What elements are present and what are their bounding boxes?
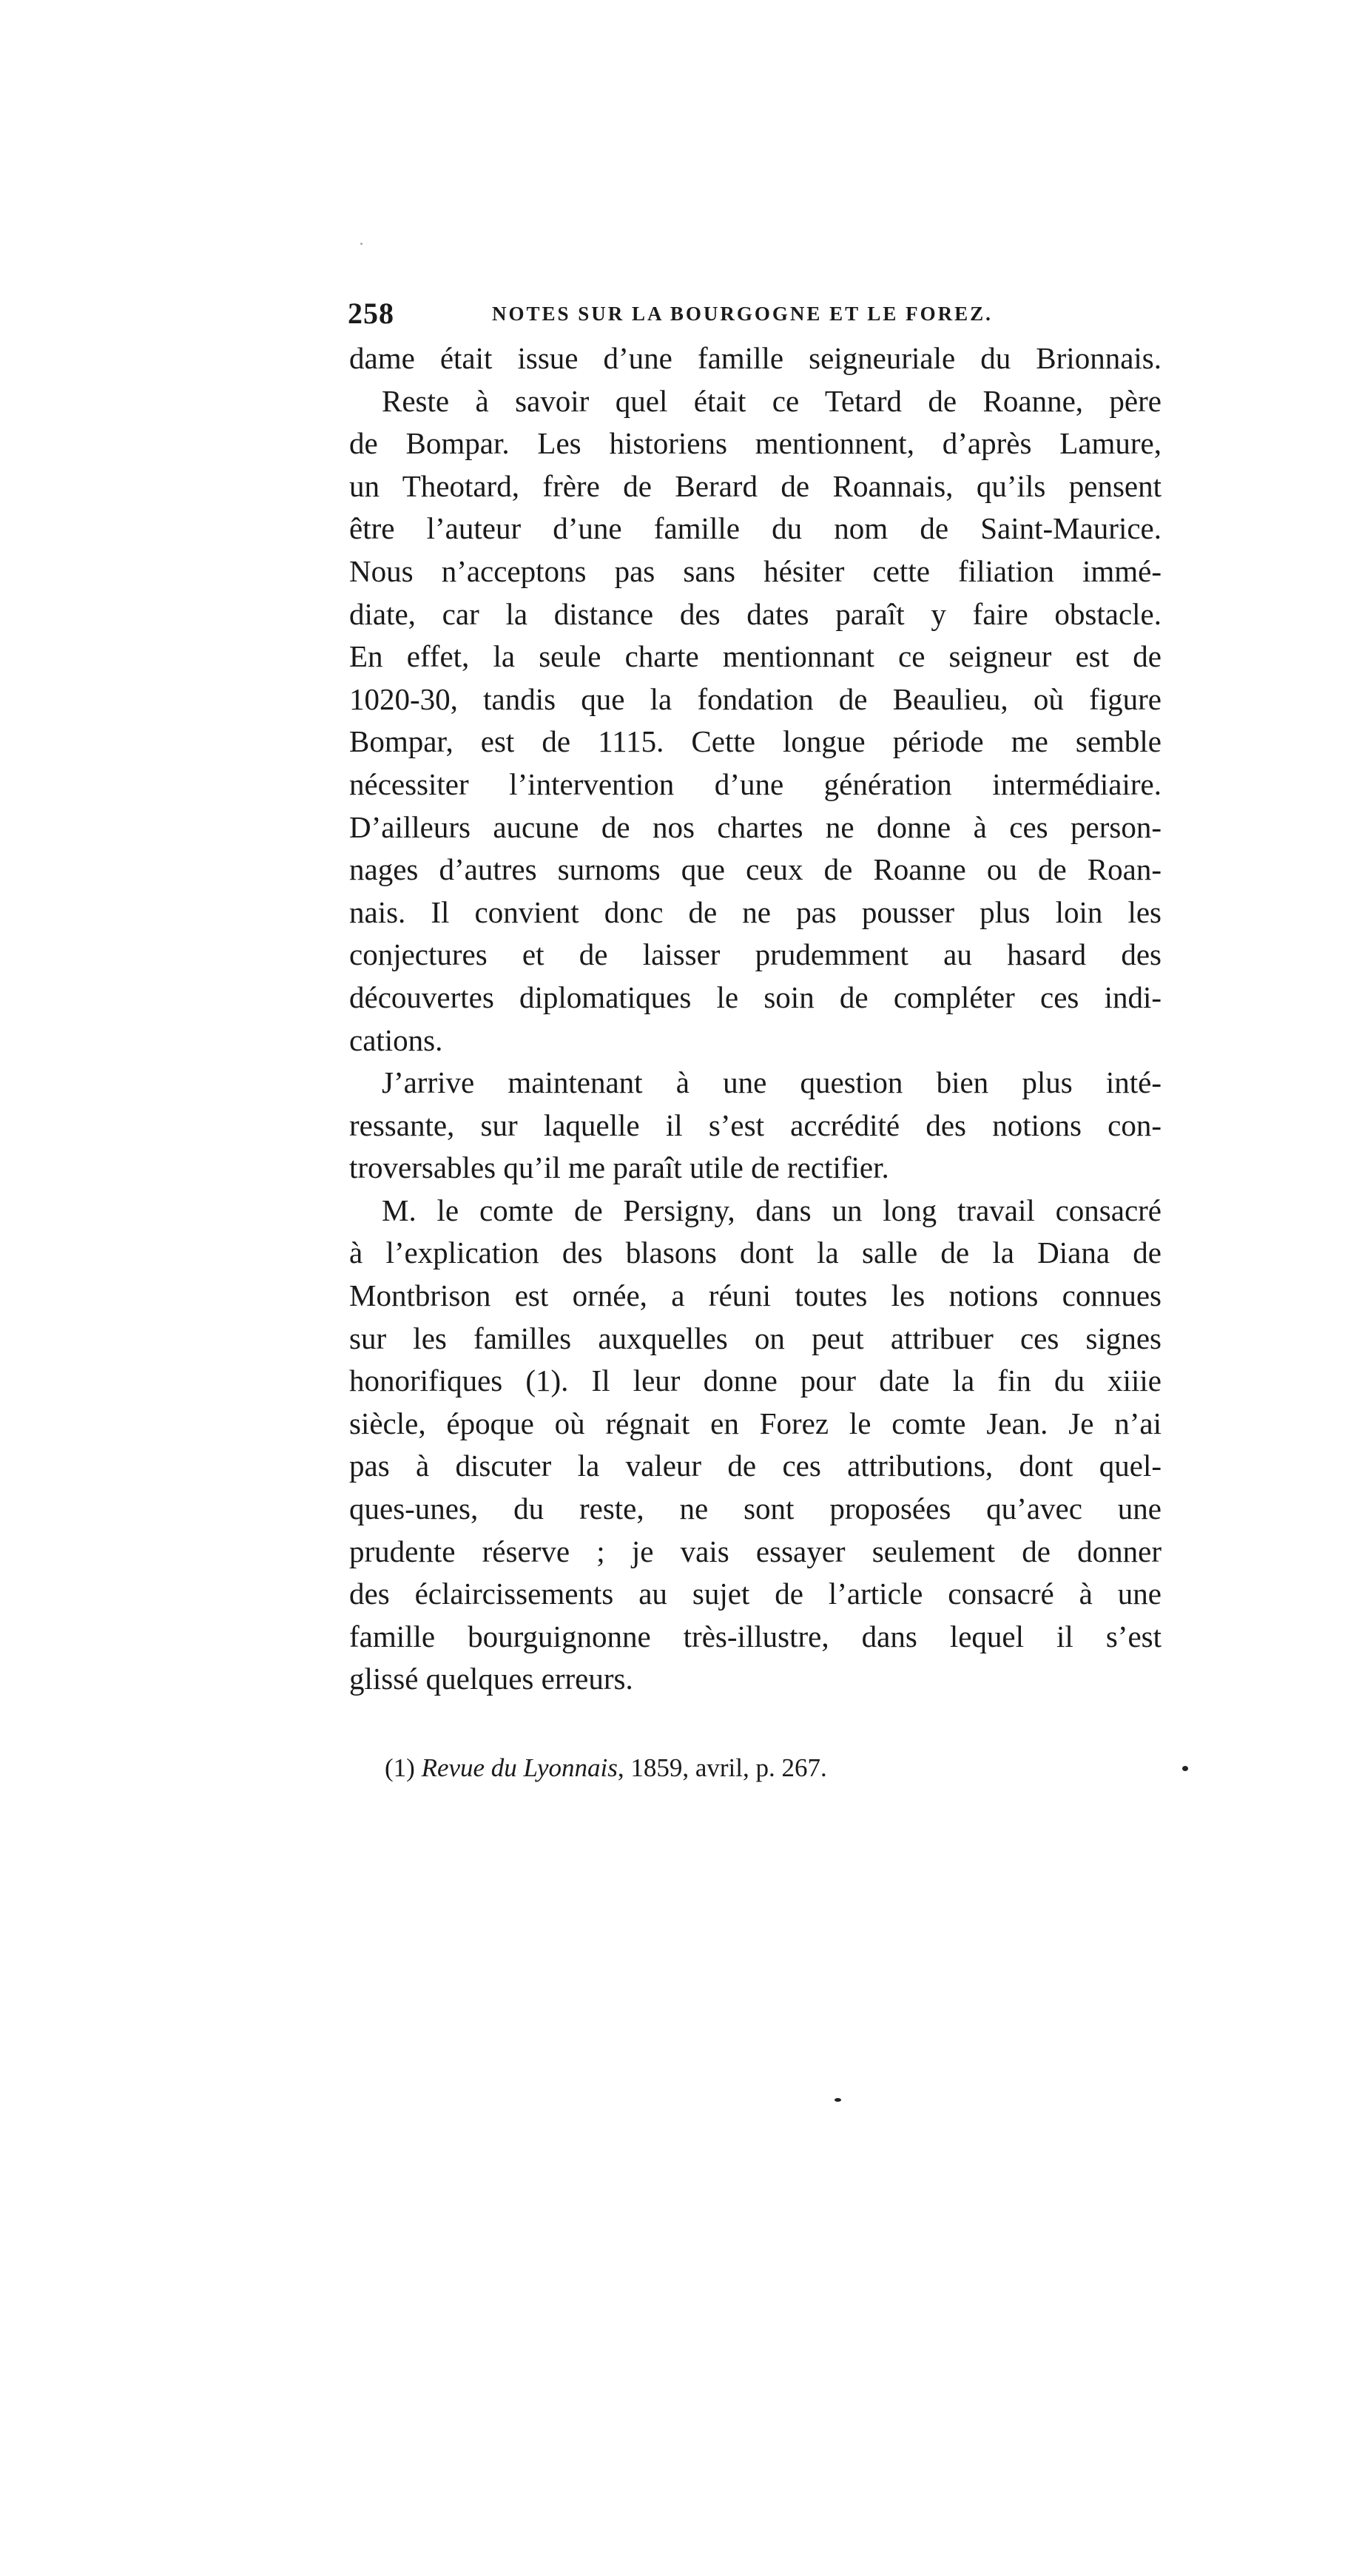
text-line: En effet, la seule charte mentionnant ce seigneur est de [349,639,1162,674]
ink-speck [1182,1766,1188,1771]
text-line: Nous n’acceptons pas sans hésiter cette filiation immé- [349,553,1162,588]
text-line: un Theotard, frère de Berard de Roannais, qu’ils pensent [349,468,1162,503]
text-line: prudente réserve ; je vais essayer seulement de donner [349,1534,1162,1568]
body-text [349,337,1162,1701]
text-line: J’arrive maintenant à une question bien plus inté- [382,1065,1162,1100]
text-line: famille bourguignonne très-illustre, dans lequel il s’est [349,1619,1162,1653]
text-line: D’ailleurs aucune de nos chartes ne donne à ces person- [349,809,1162,844]
text-line: de Bompar. Les historiens mentionnent, d’après Lamure, [349,426,1162,461]
ink-speck [360,243,363,245]
text-line: siècle, époque où régnait en Forez le comte Jean. Je n’ai [349,1406,1162,1440]
text-line: ressante, sur laquelle il s’est accrédité des notions con- [349,1107,1162,1142]
text-line: pas à discuter la valeur de ces attributions, dont quel- [349,1449,1162,1483]
text-line: ques-unes, du reste, ne sont proposées qu’avec une [349,1491,1162,1526]
page-number: 258 [348,297,394,330]
ink-speck [835,2098,841,2102]
text-line: Montbrison est ornée, a réuni toutes les notions connues [349,1278,1162,1313]
running-head: NOTES SUR LA BOURGOGNE ET LE FOREZ. [492,303,993,325]
text-line: sur les familles auxquelles on peut attribuer ces signes [349,1321,1162,1355]
text-line: être l’auteur d’une famille du nom de Saint-Maurice. [349,511,1162,546]
text-line: à l’explication des blasons dont la salle de la Diana de [349,1235,1162,1270]
text-line: honorifiques (1). Il leur donne pour date la fin du xiiie [349,1363,1162,1398]
footnote [385,1753,827,1783]
text-line: dame était issue d’une famille seigneuriale du Brionnais. [349,341,1162,375]
text-line: conjectures et de laisser prudemment au hasard des [349,937,1162,972]
text-line: glissé quelques erreurs. [349,1662,633,1696]
text-line: M. le comte de Persigny, dans un long travail consacré [382,1193,1162,1227]
text-line: nais. Il convient donc de ne pas pousser plus loin les [349,894,1162,929]
footnote-marker: (1) [385,1753,415,1782]
text-line: cations. [349,1022,443,1057]
text-line: découvertes diplomatiques le soin de compléter ces indi- [349,980,1162,1014]
text-line: des éclaircissements au sujet de l’article consacré à une [349,1577,1162,1611]
text-line: nécessiter l’intervention d’une génération intermédiaire. [349,766,1162,801]
text-line: Reste à savoir quel était ce Tetard de Roanne, père [382,383,1162,418]
page-header [348,296,1169,340]
text-line: nages d’autres surnoms que ceux de Roanne ou de Roan- [349,852,1162,887]
text-line: troversables qu’il me paraît utile de rectifier. [349,1150,889,1185]
text-line: 1020-30, tandis que la fondation de Beaulieu, où figure [349,681,1162,716]
footnote-details: , 1859, avril, p. 267. [617,1753,827,1782]
text-line: Bompar, est de 1115. Cette longue période me semble [349,724,1162,759]
text-line: diate, car la distance des dates paraît y faire obstacle. [349,596,1162,631]
footnote-source: Revue du Lyonnais [421,1753,618,1782]
